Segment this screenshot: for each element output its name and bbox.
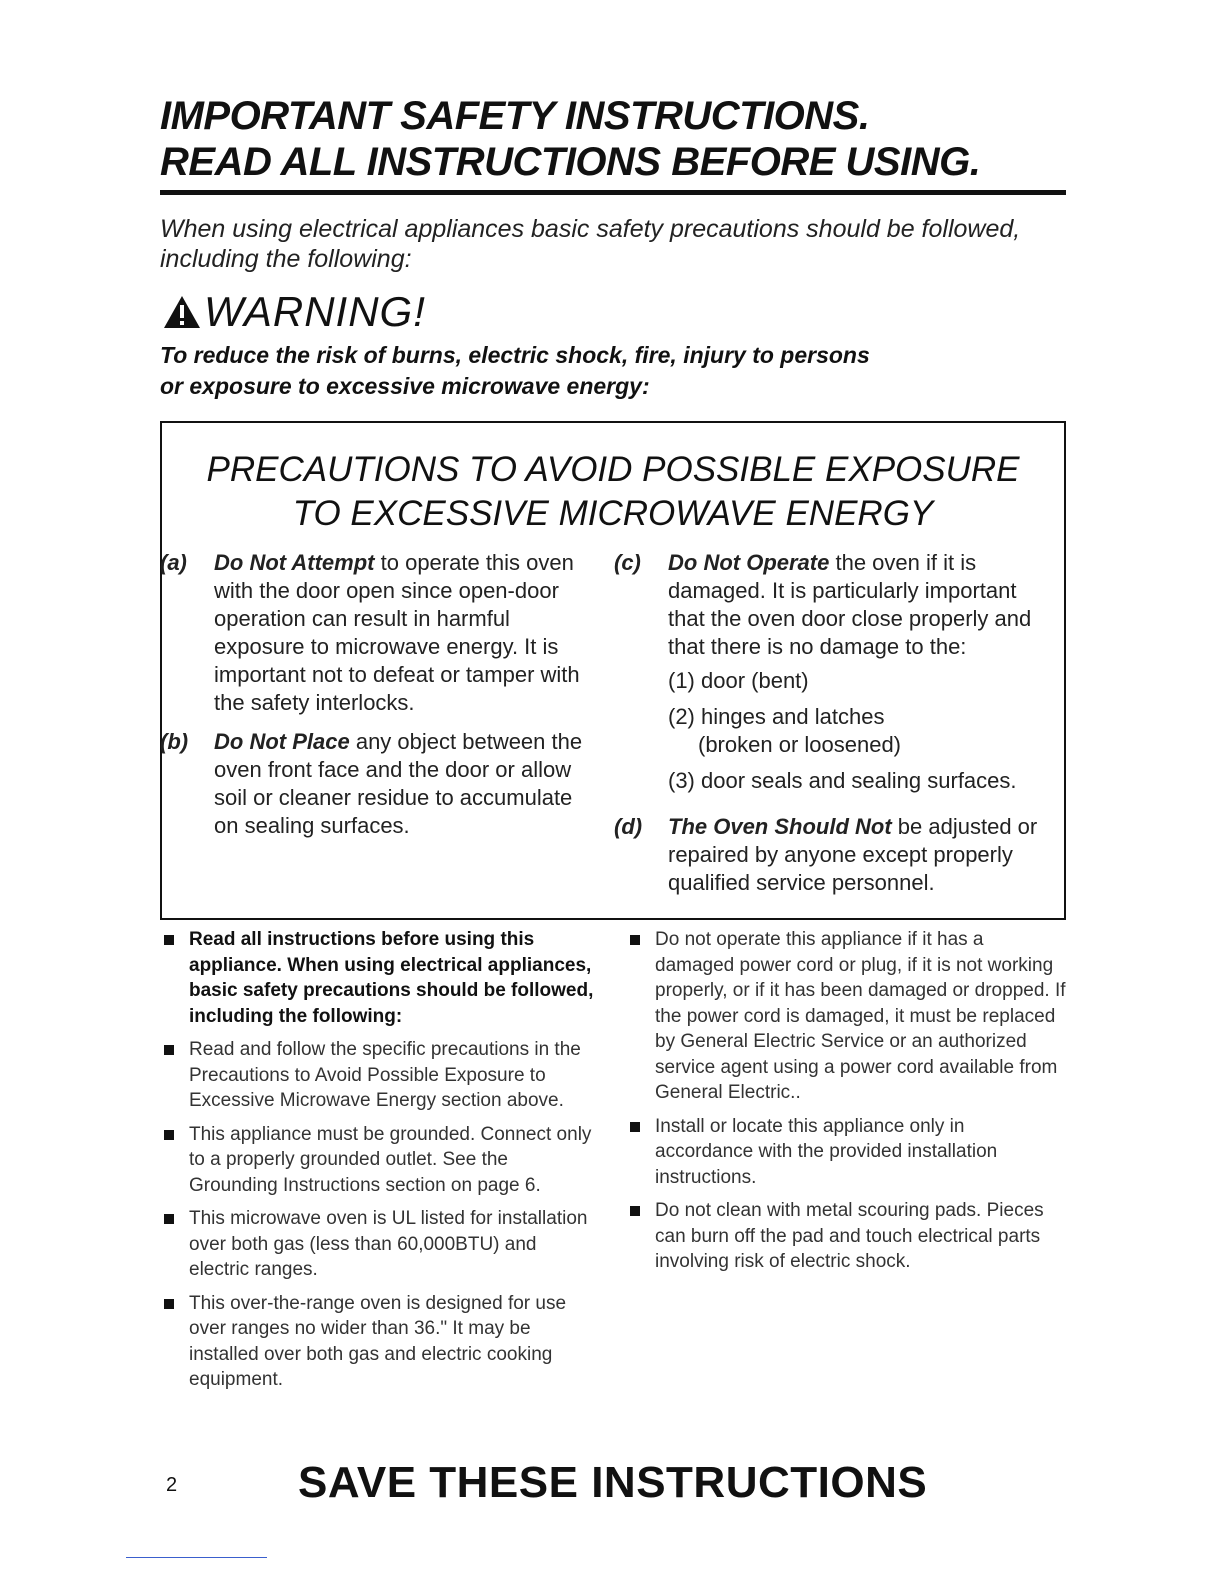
bullet-list-left — [160, 927, 600, 1401]
precaution-c-sub3: (3) door seals and sealing surfaces. — [668, 768, 1017, 793]
list-item: Read all instructions before using this appliance. When using electrical appliances, basic safety precautions should be followed, including the following: — [160, 927, 600, 1029]
precaution-a-label: (a) — [160, 550, 187, 575]
precaution-d-text: be adjusted or repaired by anyone except properly qualified service personnel. — [668, 814, 1038, 895]
page-number: 2 — [166, 1474, 178, 1496]
list-item: Read and follow the specific precautions in the Precautions to Avoid Possible Exposure to Excessive Microwave Energy section above. — [160, 1037, 600, 1114]
header-title-line2: READ ALL INSTRUCTIONS BEFORE USING. — [160, 140, 981, 184]
precaution-b — [160, 728, 592, 840]
intro-text — [160, 214, 1090, 274]
precaution-d-label: (d) — [614, 814, 643, 839]
list-item: Install or locate this appliance only in accordance with the provided installation instructions. — [626, 1114, 1066, 1191]
intro-line1: When using electrical appliances basic safety precautions should be followed, — [160, 215, 1021, 243]
list-item: Do not operate this appliance if it has a damaged power cord or plug, if it is not working properly, or if it has been damaged or dropped. If the power cord is damaged, it must be replaced by General Electric Service or an authorized service agent using a power cord available from General Electric.. — [626, 927, 1066, 1106]
precaution-d-lead: The Oven Should Not — [668, 814, 892, 839]
warning-sub-line2: or exposure to excessive microwave energy: — [160, 373, 650, 399]
bullet-square-icon — [164, 935, 174, 945]
bullet-square-icon — [630, 1122, 640, 1132]
precautions-title — [160, 448, 1066, 536]
precaution-a-text: to operate this oven with the door open since open-door operation can result in harmful exposure to microwave energy. It is important not to defeat or tamper with the safety interlocks. — [214, 550, 580, 715]
list-item: This microwave oven is UL listed for installation over both gas (less than 60,000BTU) and electric ranges. — [160, 1206, 600, 1283]
bullet-square-icon — [630, 1206, 640, 1216]
list-item: Do not clean with metal scouring pads. Pieces can burn off the pad and touch electrical parts involving risk of electric shock. — [626, 1198, 1066, 1275]
list-item: This appliance must be grounded. Connect only to a properly grounded outlet. See the Grounding Instructions section on page 6. — [160, 1122, 600, 1199]
warning-heading — [162, 286, 426, 338]
precaution-b-text: any object between the oven front face and the door or allow soil or cleaner residue to accumulate on sealing surfaces. — [214, 729, 583, 838]
footer-divider — [126, 1557, 267, 1558]
precautions-title-line2: TO EXCESSIVE MICROWAVE ENERGY — [292, 494, 934, 533]
bullet-square-icon — [164, 1130, 174, 1140]
precaution-c-sub2a: (2) hinges and latches — [668, 704, 885, 729]
header-title-line1: IMPORTANT SAFETY INSTRUCTIONS. — [160, 94, 870, 138]
precaution-c — [614, 549, 1054, 795]
warning-title: WARNING! — [204, 288, 426, 335]
bullet-square-icon — [164, 1214, 174, 1224]
precaution-c-text: the oven if it is damaged. It is particularly important that the oven door close properly and that there is no damage to the: — [668, 550, 1032, 659]
list-item: This over-the-range oven is designed for use over ranges no wider than 36." It may be installed over both gas and electric cooking equipment. — [160, 1291, 600, 1393]
warning-subtitle — [160, 340, 1100, 402]
precaution-c-lead: Do Not Operate — [668, 550, 830, 575]
bullet-list-right — [626, 927, 1066, 1283]
bullet-square-icon — [164, 1045, 174, 1055]
precaution-b-label: (b) — [160, 729, 189, 754]
precaution-c-sub1: (1) door (bent) — [668, 668, 809, 693]
bullet-square-icon — [630, 935, 640, 945]
precaution-c-label: (c) — [614, 550, 641, 575]
precaution-a — [160, 549, 592, 717]
warning-triangle-icon — [162, 294, 202, 330]
precaution-a-lead: Do Not Attempt — [214, 550, 375, 575]
intro-line2: including the following: — [160, 245, 412, 273]
bullet-square-icon — [164, 1299, 174, 1309]
precaution-d — [614, 813, 1054, 897]
precaution-b-lead: Do Not Place — [214, 729, 350, 754]
warning-sub-line1: To reduce the risk of burns, electric shock, fire, injury to persons — [160, 342, 870, 368]
precautions-title-line1: PRECAUTIONS TO AVOID POSSIBLE EXPOSURE — [206, 450, 1020, 489]
precaution-c-sub2b: (broken or loosened) — [698, 732, 902, 757]
header-rule — [160, 190, 1066, 195]
save-instructions-footer: SAVE THESE INSTRUCTIONS — [298, 1458, 928, 1507]
